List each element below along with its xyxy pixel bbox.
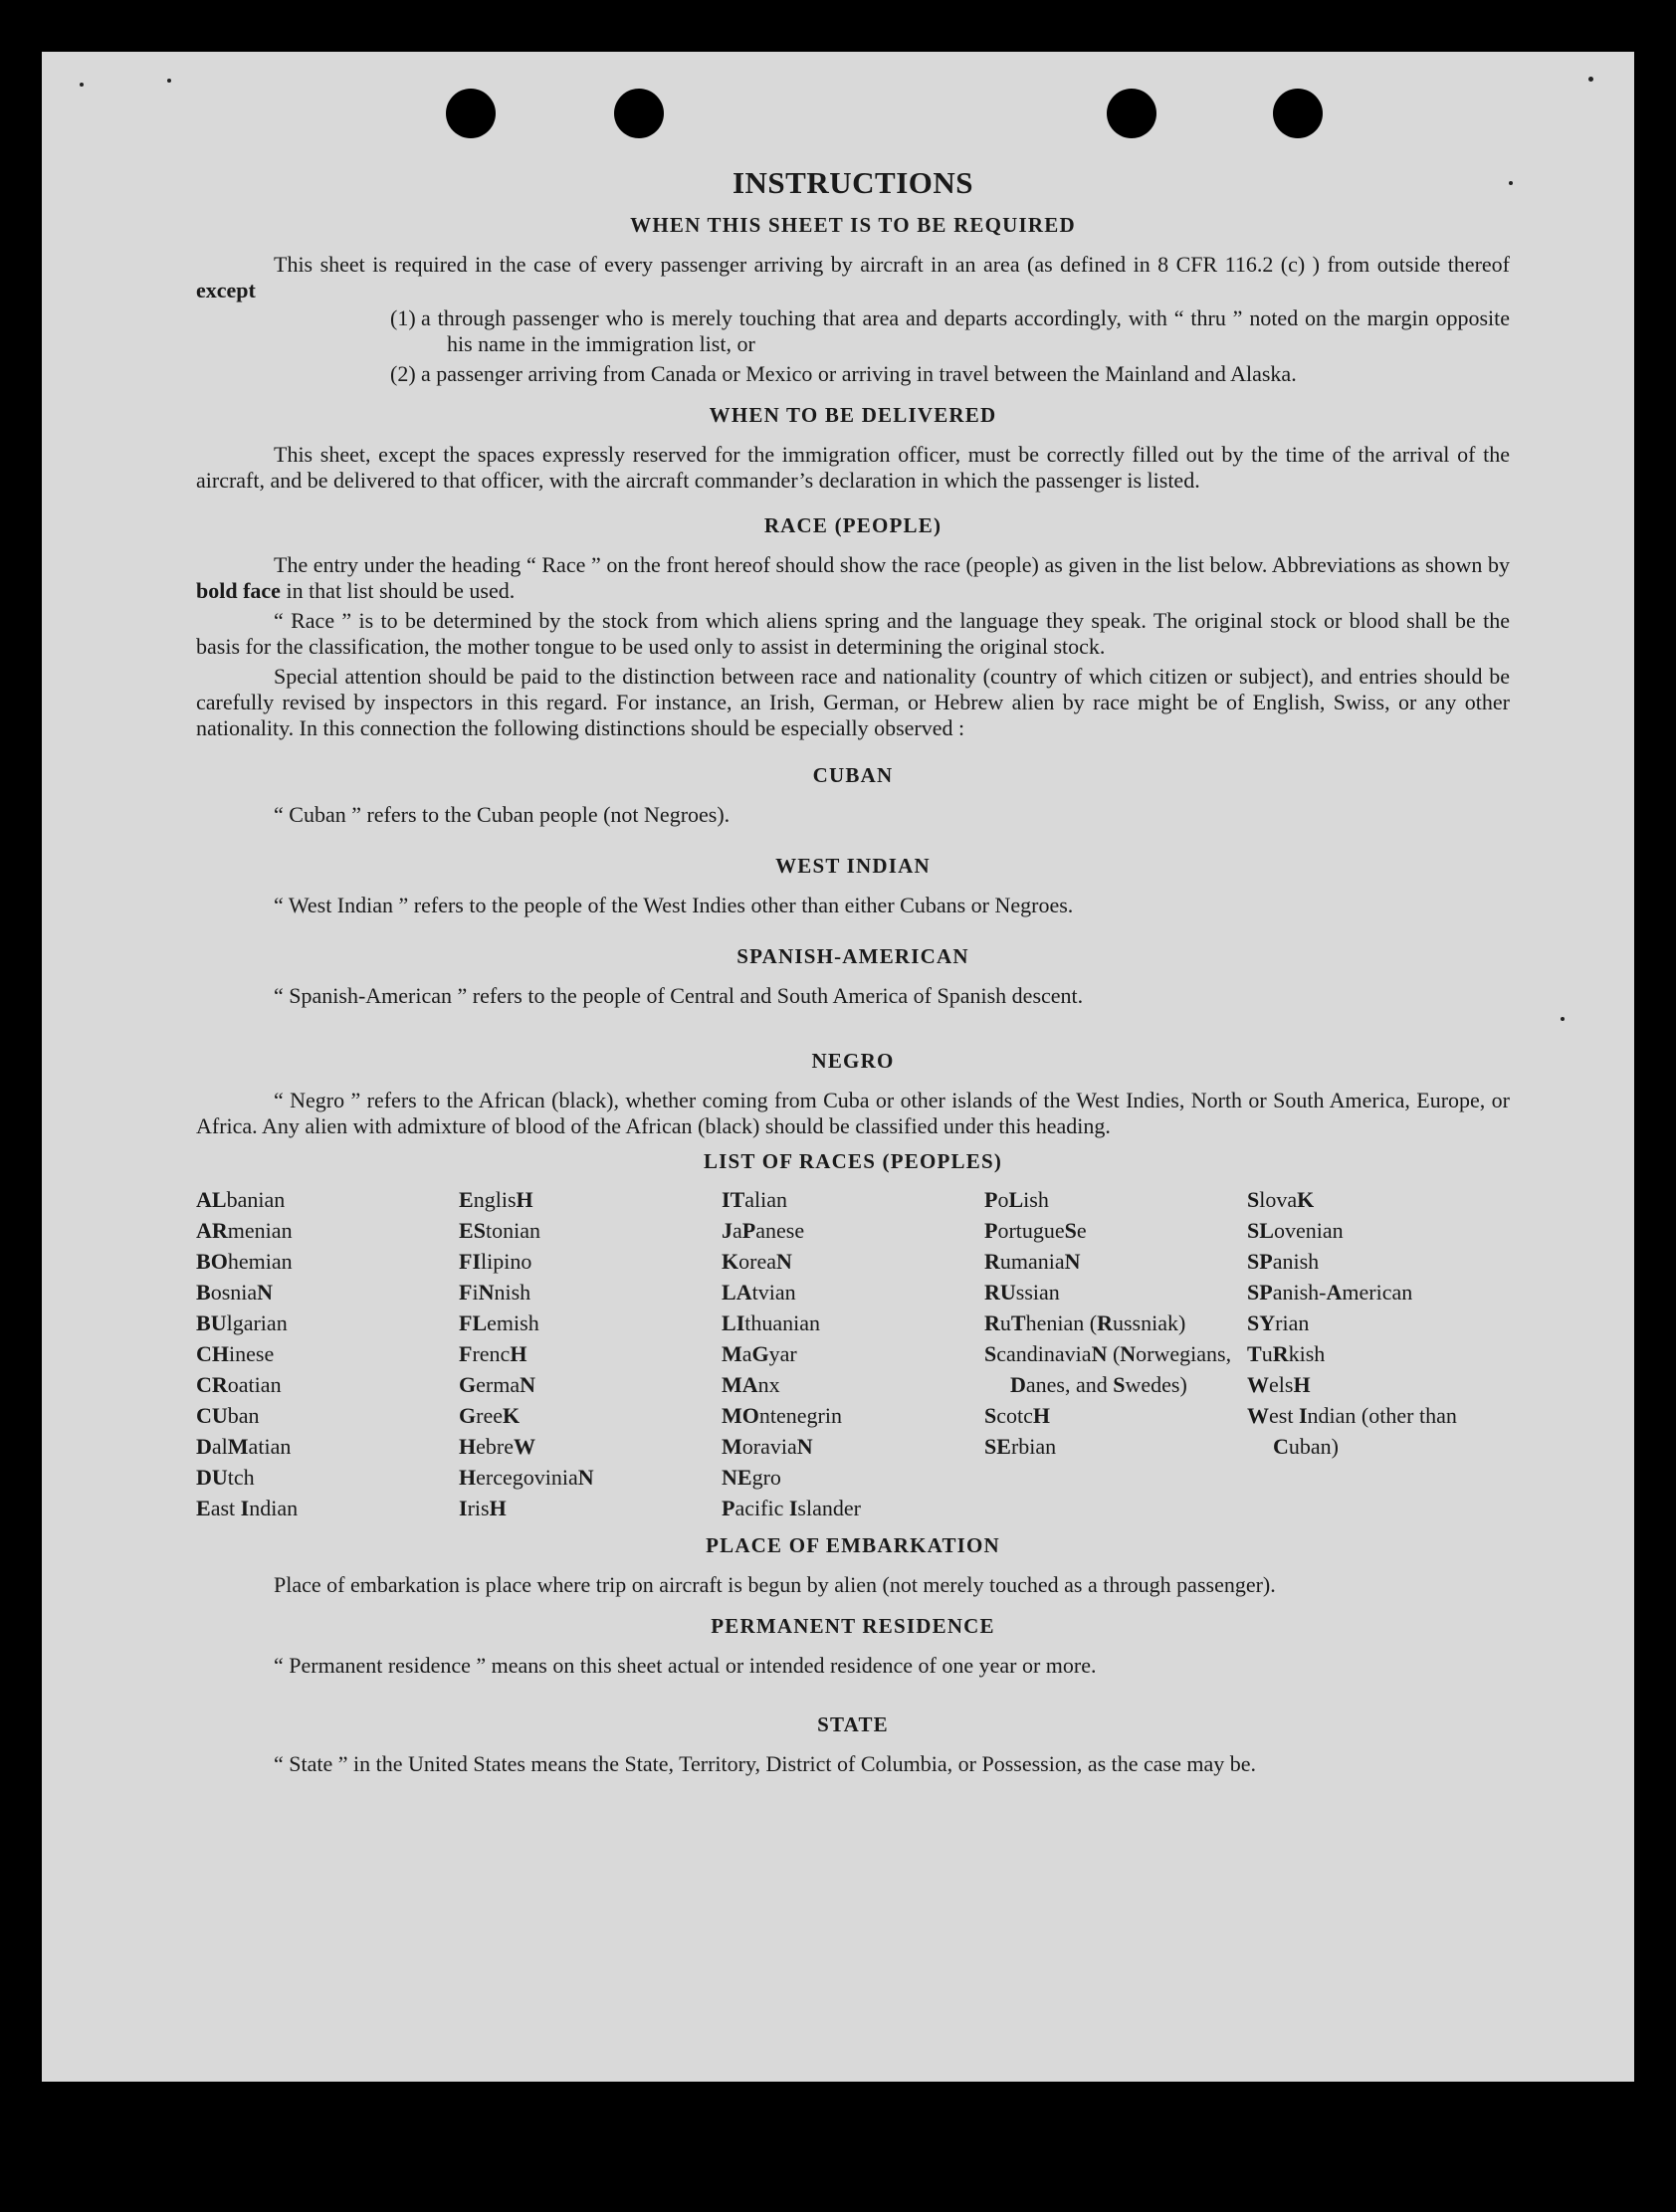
race-item: FrencH: [459, 1341, 527, 1366]
race-item: ALbanian: [196, 1187, 286, 1212]
heading-spanish-american: SPANISH-AMERICAN: [736, 944, 969, 968]
race-item: EnglisH: [459, 1187, 533, 1212]
punch-hole: [614, 89, 664, 138]
item-number: (2): [390, 361, 416, 386]
races-column: [196, 1184, 459, 1523]
race-item: MAnx: [722, 1372, 780, 1397]
race-item: ScotcH: [984, 1403, 1051, 1428]
heading-residence: PERMANENT RESIDENCE: [711, 1614, 995, 1638]
paragraph-cuban: “ Cuban ” refers to the Cuban people (not Negroes).: [274, 802, 731, 827]
item-number: (1): [390, 305, 416, 330]
race-item: ITalian: [722, 1187, 788, 1212]
heading-required: WHEN THIS SHEET IS TO BE REQUIRED: [630, 213, 1076, 237]
races-list: [196, 1184, 1510, 1523]
race-item: CRoatian: [196, 1372, 282, 1397]
race-item: HebreW: [459, 1434, 535, 1459]
races-column: [1247, 1184, 1506, 1523]
race-item: PoLish: [984, 1187, 1049, 1212]
race-item: MoraviaN: [722, 1434, 813, 1459]
heading-state: STATE: [817, 1712, 889, 1736]
race-item: BOhemian: [196, 1249, 293, 1274]
heading-negro: NEGRO: [811, 1049, 895, 1073]
speck: [80, 83, 84, 87]
race-item: RuThenian (Russniak): [984, 1310, 1186, 1335]
race-item: CHinese: [196, 1341, 275, 1366]
required-intro-bold: except: [196, 278, 256, 302]
paragraph-negro: “ Negro ” refers to the African (black), whether coming from Cuba or other islands of the West Indies, North or South America, Europe, or Africa. Any alien with admixture of blood of the African (black) should be classified under this heading.: [196, 1088, 1510, 1138]
race-item: GermaN: [459, 1372, 535, 1397]
race-item: FIlipino: [459, 1249, 532, 1274]
race-p1-bold: bold face: [196, 578, 281, 603]
race-item: ARmenian: [196, 1218, 293, 1243]
race-p1-b: in that list should be used.: [286, 578, 516, 603]
races-column: [722, 1184, 984, 1523]
list-item: [196, 305, 1510, 357]
punch-hole: [1107, 89, 1156, 138]
heading-embarkation: PLACE OF EMBARKATION: [706, 1533, 1000, 1557]
punch-hole: [446, 89, 496, 138]
race-item: HercegoviniaN: [459, 1465, 594, 1490]
speck: [1588, 77, 1593, 82]
race-item: NEgro: [722, 1465, 781, 1490]
paragraph-required: [196, 252, 1510, 303]
item-text: a through passenger who is merely touching that area and departs accordingly, with “ thru ” noted on the margin opposite his name in the immigration list, or: [421, 305, 1510, 356]
race-item: DUtch: [196, 1465, 255, 1490]
page-title: INSTRUCTIONS: [732, 165, 973, 200]
race-item: TuRkish: [1247, 1341, 1326, 1366]
race-item: EStonian: [459, 1218, 540, 1243]
paragraph-state: “ State ” in the United States means the State, Territory, District of Columbia, or Possession, as the case may be.: [274, 1751, 1257, 1776]
paragraph-delivered: This sheet, except the spaces expressly reserved for the immigration officer, must be correctly filled out by the time of the arrival of the aircraft, and be delivered to that officer, with the aircraft commander’s declaration in which the passenger is listed.: [196, 442, 1510, 493]
paragraph-race-3: Special attention should be paid to the distinction between race and nationality (country of which citizen or subject), and entries should be carefully revised by inspectors in this regard. For instance, an Irish, German, or Hebrew alien by race might be of English, Swiss, or any other nationality. In this connection the following distinctions should be especially observed :: [196, 664, 1510, 740]
heading-cuban: CUBAN: [812, 763, 894, 787]
race-item: SErbian: [984, 1434, 1057, 1459]
instructions-content: [196, 165, 1510, 1777]
race-item: JaPanese: [722, 1218, 805, 1243]
heading-west-indian: WEST INDIAN: [775, 854, 931, 878]
race-item: SlovaK: [1247, 1187, 1315, 1212]
heading-race: RACE (PEOPLE): [763, 513, 943, 537]
punch-hole: [1273, 89, 1323, 138]
required-intro: This sheet is required in the case of every passenger arriving by aircraft in an area (as defined in 8 CFR 116.2 (c) ) from outside thereof: [274, 252, 1510, 277]
paragraph-residence: “ Permanent residence ” means on this sheet actual or intended residence of one year or more.: [274, 1653, 1097, 1678]
race-item: FiNnish: [459, 1280, 531, 1305]
paragraph-west-indian: “ West Indian ” refers to the people of the West Indies other than either Cubans or Negroes.: [274, 893, 1074, 917]
heading-delivered: WHEN TO BE DELIVERED: [709, 403, 997, 427]
race-item: SYrian: [1247, 1310, 1310, 1335]
paragraph-spanish-american: “ Spanish-American ” refers to the people of Central and South America of Spanish descent.: [274, 983, 1084, 1008]
race-item: MaGyar: [722, 1341, 797, 1366]
heading-list-of-races: LIST OF RACES (PEOPLES): [703, 1149, 1003, 1173]
race-item: WelsH: [1247, 1372, 1311, 1397]
race-p1-a: The entry under the heading “ Race ” on the front hereof should show the race (people) as given in the list below. Abbreviations as shown by: [274, 552, 1510, 577]
race-item: PortugueSe: [984, 1218, 1087, 1243]
race-item: KoreaN: [722, 1249, 792, 1274]
race-item: ScandinaviaN (Norwegians, Danes, and Swedes): [984, 1341, 1232, 1397]
race-item: SLovenian: [1247, 1218, 1344, 1243]
race-item: IrisH: [459, 1496, 507, 1520]
race-item: West Indian (other than Cuban): [1247, 1403, 1457, 1459]
race-item: BosniaN: [196, 1280, 274, 1305]
race-item: RUssian: [984, 1280, 1060, 1305]
race-item: BUlgarian: [196, 1310, 288, 1335]
race-item: DalMatian: [196, 1434, 292, 1459]
paragraph-race-1: [196, 552, 1510, 604]
race-item: CUban: [196, 1403, 260, 1428]
race-item: SPanish: [1247, 1249, 1320, 1274]
race-item: LIthuanian: [722, 1310, 821, 1335]
race-item: RumaniaN: [984, 1249, 1081, 1274]
paragraph-embarkation: Place of embarkation is place where trip on aircraft is begun by alien (not merely touched as a through passenger).: [274, 1572, 1276, 1597]
race-item: East Indian: [196, 1496, 299, 1520]
item-text: a passenger arriving from Canada or Mexico or arriving in travel between the Mainland and Alaska.: [421, 361, 1297, 386]
speck: [167, 79, 171, 83]
race-item: FLemish: [459, 1310, 539, 1335]
race-item: SPanish-American: [1247, 1280, 1413, 1305]
race-item: LAtvian: [722, 1280, 796, 1305]
races-column: [984, 1184, 1247, 1523]
races-column: [459, 1184, 722, 1523]
speck: [1561, 1017, 1565, 1021]
paragraph-race-2: “ Race ” is to be determined by the stock from which aliens spring and the language they speak. The original stock or blood shall be the basis for the classification, the mother tongue to be used only to assist in determining the original stock.: [196, 608, 1510, 659]
race-item: GreeK: [459, 1403, 521, 1428]
race-item: Pacific Islander: [722, 1496, 861, 1520]
document-sheet: [42, 52, 1634, 2082]
race-item: MOntenegrin: [722, 1403, 842, 1428]
list-item: [196, 361, 1510, 387]
